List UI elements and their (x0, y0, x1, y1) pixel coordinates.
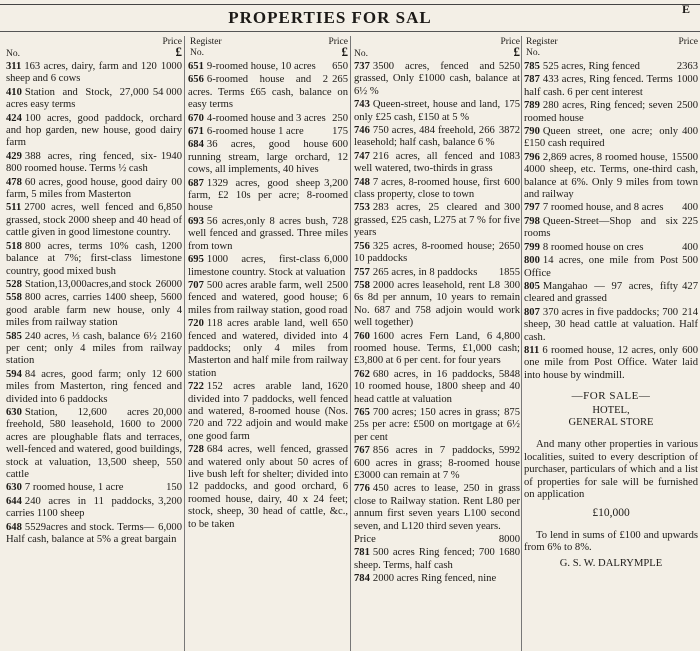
listing-price: 600 (682, 344, 698, 356)
listing-description: Station, 12,600 acres freehold, 580 leasehold, 1600 to 2000 acres are ploughable flats and terraces, well-fenced and watered, good buildings, stock at valuation, 13,500 sheep, 550 cattle (6, 406, 182, 480)
listing-price: 20,000 (152, 406, 182, 418)
listing-price: 600 (504, 176, 520, 188)
register-number: 684 (188, 139, 204, 151)
register-label: Register (190, 37, 222, 47)
listing-description: Station,13,000acres,and stock (24, 278, 152, 290)
listing-description: 800 acres, terms 10% cash, balance at 7%; first-class limestone country, good mixed bush (6, 240, 182, 277)
register-number: 720 (188, 318, 204, 330)
register-number: 644 (6, 495, 22, 507)
register-number: 758 (354, 279, 370, 291)
listing-description: 1000 acres, first-class limestone country. Stock at valuation (188, 254, 346, 278)
listing-entry (354, 241, 520, 266)
register-number: 799 (524, 241, 540, 253)
listing-description: Mangahao — 97 acres, fifty cleared and grassed (524, 280, 679, 305)
listing-description: 163 acres, dairy, farm and 120 sheep and 6 cows (6, 61, 157, 85)
listing-entry (188, 126, 348, 138)
listing-entry (354, 534, 520, 546)
listing-entry (188, 61, 348, 73)
no-label: No. (6, 49, 20, 59)
listing-description: 325 acres, 8-roomed house; 10 paddocks (354, 240, 495, 265)
listing-price: 6,850 (158, 202, 182, 214)
listing-entry (354, 267, 520, 279)
listing-price: 600 (332, 139, 348, 151)
listing-description: 684 acres, well fenced, grassed and watered only about 50 acres of live bush left for shelter; divided into 12 paddocks, and good orchard, 6 roomed house, dairy, 40 x 24 feet; stock, sheep, 30 head of cattle, &c., to be taken (188, 444, 348, 530)
listing-description: 500 acres arable farm, well fenced and watered, good house; 6 miles from railway station, good road (188, 279, 348, 316)
listing-price: 8000 (498, 534, 520, 546)
listing-entry (354, 407, 520, 444)
register-number: 528 (6, 278, 22, 290)
listing-entry (6, 241, 182, 278)
listing-price: 728 (332, 215, 348, 227)
column-header (6, 37, 182, 61)
register-number: 695 (188, 254, 204, 266)
listing-description: Station and Stock, 27,000 acres easy terms (6, 86, 149, 111)
listing-description: 680 acres, in 16 paddocks, 10 roomed house, 1800 sheep and 40 head cattle at valuation (354, 368, 520, 405)
register-number: 789 (524, 100, 540, 112)
register-number: 707 (188, 279, 204, 291)
listing-description: 5529acres and stock. Terms—Half cash, balance at 5% a great bargain (6, 521, 177, 546)
listing-description: 500 acres Ring fenced; 700 sheep. Terms, half cash (354, 547, 495, 571)
listing-price: 265 (332, 74, 348, 86)
listing-description: Queen-street, house and land, only £25 cash, £150 at 5 % (354, 99, 501, 123)
register-number: 693 (188, 215, 204, 227)
listing-description: 2000 acres leasehold, rent L8 6s 8d per annum, 10 years to remain No. 687 and 758 adjoin would work well together) (354, 279, 520, 329)
listing-entry (524, 242, 698, 254)
advertiser-signature: G. S. W. DALRYMPLE (559, 557, 663, 569)
listing-entry (524, 216, 698, 241)
listing-description: 3500 acres, fenced and grassed, Only £1000 cash, balance at 6½ % (354, 61, 520, 97)
listing-price: 300 (504, 279, 520, 291)
listing-price: 1855 (498, 266, 520, 278)
listing-entry (6, 496, 182, 521)
listing-description: 2000 acres Ring fenced, nine (372, 573, 497, 585)
listing-column-4 (524, 37, 698, 649)
loan-terms: To lend in sums of £100 and upwards from 6% to 8%. (524, 529, 698, 554)
listing-description: 60 acres, good house, good dairy farm, 5 miles from Masterton (6, 176, 168, 201)
listing-price: 650 (332, 318, 348, 330)
listing-price: 2363 (676, 61, 698, 72)
price-label: Price £ (500, 37, 520, 59)
listing-description: 240 acres, ⅓ cash, balance 6½ per cent; only 4 miles from railway station (6, 330, 182, 367)
listing-price: 650 (332, 61, 348, 72)
listing-description: 7 acres, 8-roomed house, first class property, close to town (354, 176, 501, 201)
listing-entry (6, 331, 182, 368)
register-number: 781 (354, 547, 370, 559)
listing-price: 6,000 (158, 521, 182, 533)
listing-description: 56 acres,only 8 acres bush, well fenced and grassed. Three miles from town (188, 215, 348, 252)
listing-price: 3,200 (158, 495, 182, 507)
listing-entry (524, 61, 698, 73)
listing-price: 427 (682, 280, 698, 292)
listing-entry (354, 445, 520, 482)
listing-entry (6, 482, 182, 494)
title-rule (0, 31, 700, 32)
listing-description: 9-roomed house, 10 acres (206, 61, 316, 72)
listing-price: 3872 (498, 125, 520, 137)
listing-entry (524, 202, 698, 214)
register-number: 776 (354, 483, 370, 495)
listing-description: 6-roomed house and 2 acres. Terms £65 cash, balance on easy terms (188, 74, 348, 111)
listing-entry (6, 369, 182, 406)
register-number: 424 (6, 112, 22, 124)
register-number: 807 (524, 306, 540, 318)
register-number: 756 (354, 240, 370, 252)
listing-price: 2500 (326, 279, 348, 291)
listing-entry (354, 202, 520, 239)
register-number: 757 (354, 266, 370, 278)
listing-entry (354, 99, 520, 124)
register-number: 748 (354, 176, 370, 188)
listing-price: 1200 (160, 240, 182, 252)
register-number: 797 (524, 202, 540, 214)
register-number: 800 (524, 255, 540, 267)
listing-description: 750 acres, 484 freehold, 266 leasehold; half cash, balance 6 % (354, 125, 495, 149)
listing-description: 216 acres, all fenced and well watered, two-thirds in grass (354, 150, 495, 175)
register-number: 796 (524, 151, 540, 163)
register-number: 798 (524, 215, 540, 227)
listing-price: 26000 (155, 278, 182, 290)
listing-entry (6, 202, 182, 239)
listing-price: 5250 (498, 61, 520, 72)
listing-entry (6, 407, 182, 481)
listing-description: 118 acres arable land, well fenced and watered, divided into 4 paddocks; only 4 miles from Masterton and half mile from railway station (188, 318, 348, 379)
listing-price: 400 (682, 202, 698, 214)
hotel-heading: HOTEL, (592, 404, 630, 416)
listing-description: 800 acres, carries 1400 sheep, good arable farm new house, only 4 miles from railway station (6, 292, 182, 329)
register-number: 670 (188, 112, 204, 124)
listing-entry (188, 280, 348, 317)
listing-price: 400 (682, 241, 698, 253)
register-number: 811 (524, 344, 540, 356)
listing-entry (354, 547, 520, 572)
register-number: 790 (524, 126, 540, 138)
listing-entry (6, 113, 182, 150)
listing-entry (524, 281, 698, 306)
register-number: 518 (6, 240, 22, 252)
listing-entry (354, 369, 520, 406)
register-number: 784 (354, 573, 370, 585)
column-header (354, 37, 520, 61)
register-number: 311 (6, 61, 22, 72)
listing-description: 7 roomed house, and 8 acres (542, 202, 664, 214)
listing-description: 6-roomed house 1 acre (206, 126, 304, 138)
listing-entry (524, 126, 698, 151)
title-edge-letter: E (682, 2, 691, 16)
listing-entry (6, 151, 182, 176)
column-rule (350, 36, 351, 651)
listing-entry (354, 483, 520, 533)
listing-price: 175 (332, 126, 348, 138)
listing-description: 4-roomed house and 3 acres (206, 112, 326, 124)
register-number: 722 (188, 381, 204, 393)
listing-description: 36 acres, good house running stream, large orchard, 12 cows, all implements, 40 hives (188, 139, 348, 176)
listing-entry (6, 279, 182, 291)
listing-price: 5848 (498, 368, 520, 380)
listing-price: 00 (171, 176, 182, 188)
register-number: 594 (6, 368, 22, 380)
listing-entry (354, 61, 520, 98)
listing-price: 1680 (498, 547, 520, 559)
register-number: 728 (188, 444, 204, 456)
no-label: No. (354, 49, 368, 59)
price-label: Price £ (328, 37, 348, 59)
listing-price: 5600 (160, 292, 182, 304)
listing-entry (6, 61, 182, 86)
listing-entry (524, 307, 698, 344)
listing-entry (6, 292, 182, 329)
listing-description: 2700 acres, well fenced and grassed, stock 2000 sheep and 40 head of cattle given in good limestone country. (6, 202, 182, 239)
listing-description: 152 acres arable land, divided into 7 paddocks, well fenced and watered, 8-roomed house (Nos. 720 and 722 adjoin and would make one good farm (188, 381, 348, 442)
register-number: 787 (524, 74, 540, 86)
listing-description: 8 roomed house on cres (542, 241, 644, 253)
register-number: 429 (6, 150, 22, 162)
price-label: Price £ (162, 37, 182, 59)
listing-price: 875 (504, 406, 520, 418)
listing-price: 1940 (160, 150, 182, 162)
register-number: 630 (6, 482, 22, 494)
register-number: 767 (354, 445, 370, 457)
listing-entry (354, 331, 520, 368)
listing-price: 400 (682, 126, 698, 138)
register-number: 651 (188, 61, 204, 72)
column-rule (521, 36, 522, 651)
column-header (524, 37, 698, 61)
listing-price: 300 (504, 202, 520, 214)
listing-entry (188, 113, 348, 125)
listing-price: 1000 (160, 61, 182, 72)
listing-description: 14 acres, one mile from Post Office (524, 255, 679, 279)
listing-price: 150 (166, 482, 182, 494)
listing-entry (6, 87, 182, 112)
listing-price: 225 (682, 215, 698, 227)
listing-entry (524, 255, 698, 280)
listing-price: 54 000 (152, 86, 182, 98)
listing-entry (188, 381, 348, 443)
register-number: 410 (6, 86, 22, 98)
listing-entry (524, 74, 698, 99)
listing-description: 100 acres, good paddock, orchard and hop garden, new house, good dairy farm (6, 112, 182, 149)
listing-entry (354, 573, 520, 585)
register-label: Register (526, 37, 558, 47)
page-title: PROPERTIES FOR SAL (228, 8, 432, 27)
register-number: 630 (6, 406, 22, 418)
listing-price: 3,200 (324, 177, 348, 189)
listing-description: Price (354, 534, 376, 546)
listing-price: 600 (166, 368, 182, 380)
register-number: 511 (6, 202, 22, 214)
listing-entry (188, 74, 348, 111)
listing-description: 7 roomed house, 1 acre (24, 482, 124, 494)
listing-column-3 (354, 37, 520, 649)
listing-price: 1083 (498, 150, 520, 162)
listing-price: 214 (682, 306, 698, 318)
listing-entry (524, 152, 698, 202)
listing-description: 433 acres, Ring fenced. Terms half cash. 6 per cent interest (524, 74, 673, 98)
top-rule (0, 0, 700, 5)
register-number: 478 (6, 176, 22, 188)
listing-entry (188, 254, 348, 279)
listing-description: Queen street, one acre; only £150 cash required (524, 126, 679, 150)
register-number: 737 (354, 61, 370, 72)
register-number: 585 (6, 330, 22, 342)
listing-entry (188, 178, 348, 215)
listing-price: 250 (332, 112, 348, 124)
listing-price: 2160 (160, 330, 182, 342)
listing-description: 1600 acres Fern Land, 6 roomed house. Terms, £1,000 cash; £3,800 at 6 per cent. for four years (354, 330, 520, 367)
listing-entry (188, 216, 348, 253)
listing-price: 15500 (671, 151, 698, 163)
listing-entry (354, 280, 520, 330)
listing-entry (6, 522, 182, 547)
listing-description: 280 acres, Ring fenced; seven roomed house (524, 100, 673, 124)
register-no-label: No. (526, 48, 540, 58)
listing-description: 450 acres to lease, 250 in grass close to Railway station. Rent L80 per annum first seven years L100 second seven, and L120 third seven years. (354, 483, 520, 532)
loan-amount: £10,000 (592, 507, 630, 520)
listing-description: 1329 acres, good sheep farm, £2 10s per acre; 8-roomed house (188, 177, 348, 214)
listing-entry (354, 177, 520, 202)
listing-entry (188, 139, 348, 176)
register-number: 558 (6, 292, 22, 304)
register-number: 746 (354, 125, 370, 137)
listing-entry (188, 444, 348, 531)
listing-description: 700 acres; 150 acres in grass; 25s per acre: £500 on mortgage at 6½ per cent (354, 406, 520, 443)
register-number: 648 (6, 521, 22, 533)
listing-price: 175 (504, 99, 520, 111)
register-number: 747 (354, 150, 370, 162)
listing-price: 1620 (326, 381, 348, 393)
register-number: 785 (524, 61, 540, 72)
listing-entry (354, 125, 520, 150)
listing-column-2 (188, 37, 348, 649)
price-label: Price (678, 37, 698, 47)
register-number: 760 (354, 330, 370, 342)
listing-description: 265 acres, in 8 paddocks (372, 266, 478, 278)
register-number: 656 (188, 74, 204, 86)
listing-entry (524, 345, 698, 382)
notice-paragraph: And many other properties in various localities, suited to every description of purchaser, particulars of which and a list of properties for sale will be furnished on application (524, 439, 698, 500)
listing-entry (6, 177, 182, 202)
listing-entry (188, 318, 348, 380)
register-number: 805 (524, 280, 540, 292)
listing-description: 388 acres, ring fenced, six- 800 roomed house. Terms ½ cash (6, 150, 157, 175)
listing-description: 240 acres in 11 paddocks, carries 1100 sheep (6, 495, 155, 520)
listing-description: 370 acres in five paddocks; 700 sheep, 30 head cattle at valuation. Half cash. (524, 306, 698, 343)
register-number: 743 (354, 99, 370, 111)
column-header (188, 37, 348, 61)
register-number: 753 (354, 202, 370, 214)
general-store-heading: GENERAL STORE (568, 416, 654, 428)
listing-price: 1000 (676, 74, 698, 86)
listing-price: 500 (682, 255, 698, 267)
listing-description: 283 acres, 25 cleared and grassed, £25 cash, L275 at 7 % for five years (354, 202, 520, 239)
for-sale-heading: —FOR SALE— (571, 390, 651, 403)
register-number: 671 (188, 126, 204, 138)
listing-column-1 (6, 37, 182, 649)
listing-price: 6,000 (324, 254, 348, 266)
register-number: 765 (354, 406, 370, 418)
listing-price: 2500 (676, 100, 698, 112)
listing-description: 2,869 acres, 8 roomed house, 4000 sheep, etc. Terms, one-third cash, balance at 6%. Only 9 miles from town and railway (524, 151, 698, 201)
listing-description: Queen-Street—Shop and six rooms (524, 215, 679, 240)
listing-description: 6 roomed house, 12 acres, only one mile from Post Office. Water laid into house by windmill. (524, 344, 698, 381)
column-rule (184, 36, 185, 651)
listing-entry (524, 100, 698, 125)
register-number: 762 (354, 368, 370, 380)
listing-price: 2650 (498, 240, 520, 252)
register-number: 687 (188, 177, 204, 189)
listing-description: 525 acres, Ring fenced (542, 61, 640, 72)
listing-description: 84 acres, good farm; only 12 miles from Masterton, ring fenced and divided into 6 paddocks (6, 368, 182, 405)
listing-description: 856 acres in 7 paddocks, 600 acres in grass; 8-roomed house £3000 can remain at 7 % (354, 445, 520, 481)
listing-price: 4,800 (496, 330, 520, 342)
listing-price: 5992 (498, 445, 520, 457)
register-no-label: No. (190, 48, 204, 58)
listing-entry (354, 151, 520, 176)
